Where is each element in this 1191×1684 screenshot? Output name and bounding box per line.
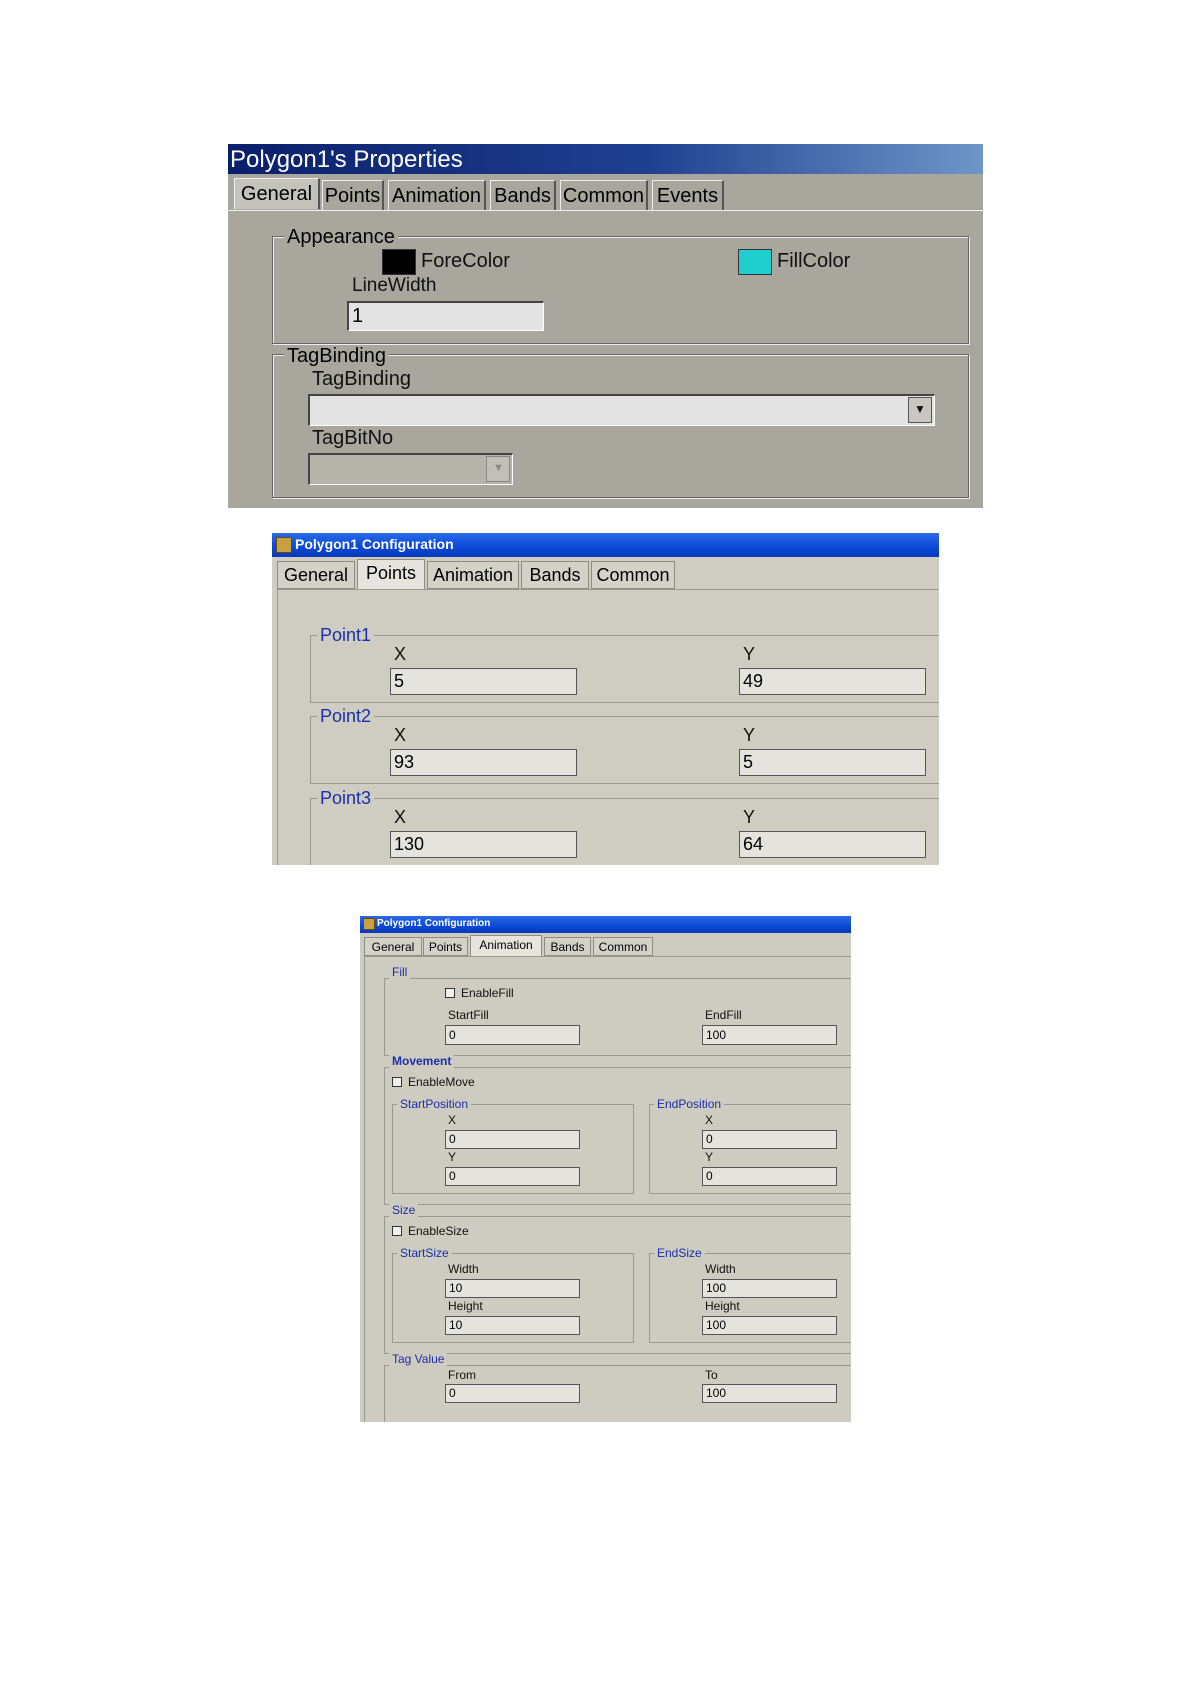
tab-points[interactable]	[322, 180, 384, 210]
point2-x-label: X	[394, 725, 407, 745]
tab-animation-label: Animation	[479, 938, 533, 952]
tab-animation[interactable]	[388, 180, 486, 210]
tab-common[interactable]	[593, 937, 653, 956]
end-fill-input[interactable]: 100	[702, 1025, 837, 1045]
enable-size-label: EnableSize	[408, 1224, 469, 1238]
tab-general-label: General	[283, 565, 349, 585]
point2-title: Point2	[317, 706, 374, 727]
title-bar	[360, 916, 851, 933]
point1-title: Point1	[317, 625, 374, 646]
tab-events-label: Events	[656, 185, 719, 207]
to-input[interactable]: 100	[702, 1384, 837, 1403]
tab-common-label: Common	[562, 185, 645, 207]
fill-group-title: Fill	[389, 965, 410, 979]
title-bar	[272, 533, 939, 557]
tab-general[interactable]	[234, 178, 320, 209]
enable-fill-checkbox[interactable]	[445, 988, 455, 998]
point1-x-label: X	[394, 644, 407, 664]
point2-x-input[interactable]: 93	[390, 749, 577, 776]
tab-animation[interactable]	[427, 561, 519, 589]
end-y-input[interactable]: 0	[702, 1167, 837, 1186]
point1-y-label: Y	[743, 644, 756, 664]
start-x-label: X	[448, 1113, 457, 1127]
chevron-down-icon: ▼	[914, 402, 926, 416]
linewidth-label: LineWidth	[352, 275, 437, 296]
enable-move-checkbox[interactable]	[392, 1077, 402, 1087]
polygon-configuration-points-dialog	[272, 533, 939, 865]
movement-group-title: Movement	[389, 1054, 454, 1068]
tab-general-label: General	[240, 183, 313, 205]
window-title: Polygon1 Configuration	[295, 536, 454, 552]
point3-title: Point3	[317, 788, 374, 809]
size-group-title: Size	[389, 1203, 418, 1217]
tagbitno-dropdown-button[interactable]	[486, 456, 510, 482]
tab-points-label: Points	[324, 185, 381, 207]
fillcolor-label: FillColor	[777, 250, 851, 272]
tab-points[interactable]	[357, 559, 425, 589]
window-title: Polygon1's Properties	[230, 146, 463, 173]
start-width-input[interactable]: 10	[445, 1279, 580, 1298]
start-fill-input[interactable]: 0	[445, 1025, 580, 1045]
tab-general[interactable]	[364, 937, 422, 956]
forecolor-swatch[interactable]	[382, 249, 416, 275]
tab-points[interactable]	[423, 937, 468, 956]
point3-x-input[interactable]: 130	[390, 831, 577, 858]
tagbitno-label: TagBitNo	[312, 427, 394, 449]
tab-common-label: Common	[596, 565, 670, 585]
point2-y-label: Y	[743, 725, 756, 745]
from-input[interactable]: 0	[445, 1384, 580, 1403]
end-fill-label: EndFill	[705, 1008, 742, 1022]
app-icon	[363, 918, 375, 930]
tab-points-label: Points	[428, 940, 463, 954]
end-height-input[interactable]: 100	[702, 1316, 837, 1335]
point3-x-label: X	[394, 807, 407, 827]
point3-y-input[interactable]: 64	[739, 831, 926, 858]
forecolor-label: ForeColor	[421, 250, 510, 272]
start-fill-label: StartFill	[448, 1008, 489, 1022]
end-height-label: Height	[705, 1299, 740, 1313]
point1-x-input[interactable]: 5	[390, 668, 577, 695]
polygon-properties-dialog	[228, 144, 983, 508]
start-width-label: Width	[448, 1262, 479, 1276]
start-size-title: StartSize	[397, 1246, 452, 1260]
tab-bands[interactable]	[521, 561, 589, 589]
end-x-label: X	[705, 1113, 714, 1127]
point1-y-input[interactable]: 49	[739, 668, 926, 695]
end-width-input[interactable]: 100	[702, 1279, 837, 1298]
tab-common[interactable]	[560, 180, 648, 210]
tab-common[interactable]	[591, 561, 675, 589]
tab-points-label: Points	[365, 563, 417, 583]
fillcolor-swatch[interactable]	[738, 249, 772, 275]
end-x-input[interactable]: 0	[702, 1130, 837, 1149]
tab-strip	[228, 174, 983, 211]
tagbitno-select[interactable]	[308, 453, 513, 485]
tab-bands-label: Bands	[550, 940, 585, 954]
from-label: From	[448, 1368, 476, 1382]
title-bar	[228, 144, 983, 174]
chevron-down-icon: ▼	[493, 462, 504, 474]
to-label: To	[705, 1368, 718, 1382]
tab-bands[interactable]	[490, 180, 556, 210]
tab-animation-label: Animation	[432, 565, 514, 585]
linewidth-input[interactable]: 1	[347, 301, 544, 331]
start-height-input[interactable]: 10	[445, 1316, 580, 1335]
start-position-title: StartPosition	[397, 1097, 471, 1111]
tab-animation[interactable]	[470, 935, 542, 956]
tab-bands-label: Bands	[529, 565, 581, 585]
tab-general-label: General	[371, 940, 415, 954]
enable-fill-label: EnableFill	[461, 986, 514, 1000]
window-title: Polygon1 Configuration	[377, 918, 491, 929]
tag-value-group-title: Tag Value	[389, 1352, 447, 1366]
enable-size-checkbox[interactable]	[392, 1226, 402, 1236]
tab-general[interactable]	[277, 561, 355, 589]
tagbinding-group-title: TagBinding	[284, 345, 389, 368]
tab-animation-label: Animation	[392, 185, 481, 207]
end-y-label: Y	[705, 1150, 714, 1164]
start-height-label: Height	[448, 1299, 483, 1313]
tagbinding-dropdown-button[interactable]	[908, 397, 932, 423]
end-size-title: EndSize	[654, 1246, 705, 1260]
app-icon	[276, 537, 292, 553]
polygon-configuration-animation-dialog	[360, 916, 851, 1422]
tab-common-label: Common	[598, 940, 648, 954]
tab-bands[interactable]	[544, 937, 591, 956]
start-y-input[interactable]: 0	[445, 1167, 580, 1186]
enable-move-label: EnableMove	[408, 1075, 475, 1089]
tagbinding-label: TagBinding	[312, 368, 411, 390]
point2-y-input[interactable]: 5	[739, 749, 926, 776]
start-y-label: Y	[448, 1150, 457, 1164]
end-position-title: EndPosition	[654, 1097, 724, 1111]
appearance-group-title: Appearance	[284, 226, 398, 249]
end-width-label: Width	[705, 1262, 736, 1276]
tab-bands-label: Bands	[494, 185, 551, 207]
tagbinding-select[interactable]	[308, 394, 935, 426]
start-x-input[interactable]: 0	[445, 1130, 580, 1149]
point3-y-label: Y	[743, 807, 756, 827]
tab-events[interactable]	[652, 180, 724, 210]
